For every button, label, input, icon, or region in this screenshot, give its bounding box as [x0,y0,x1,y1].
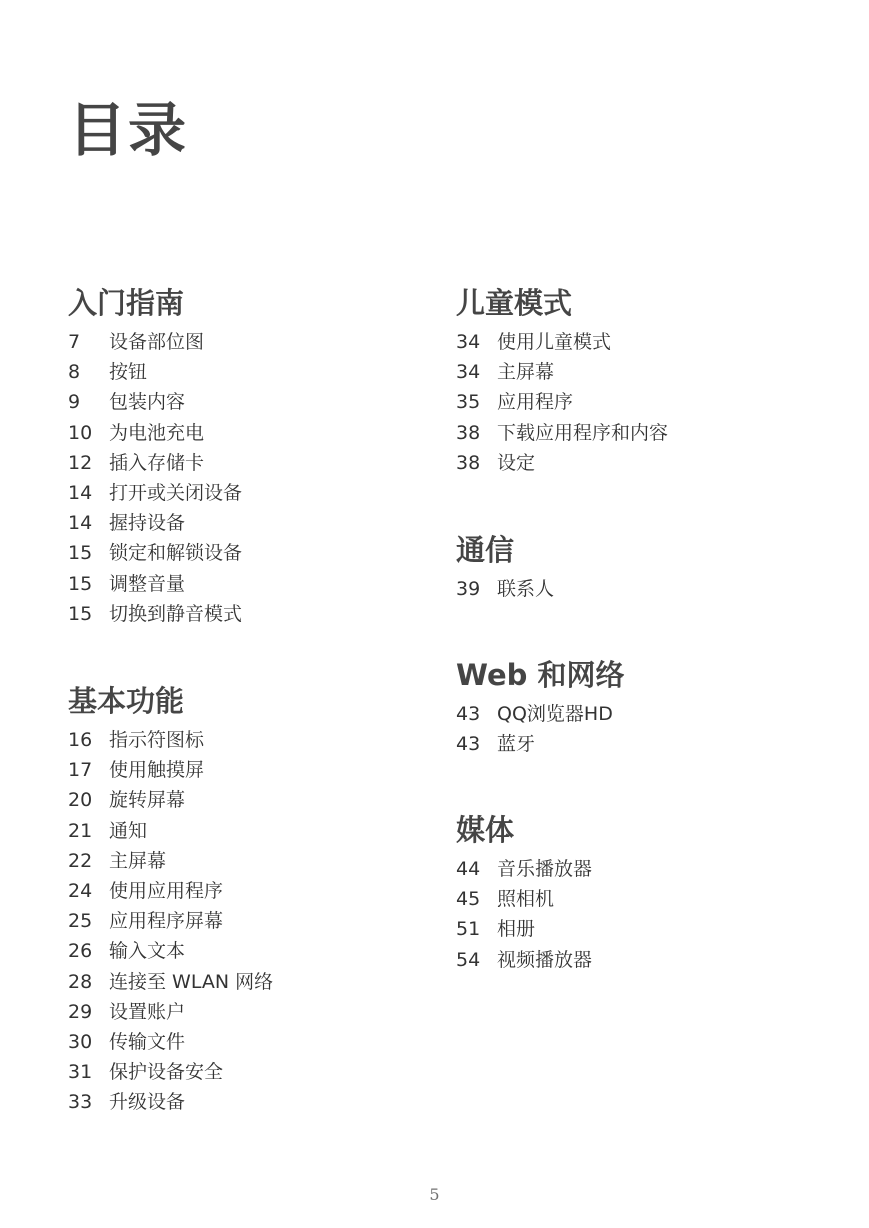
toc-entry-list [68,725,273,1117]
toc-section-media [456,808,592,975]
entry-page: 15 [68,572,93,595]
toc-entry[interactable] [456,854,592,884]
entry-page: 43 [456,733,481,756]
entry-title: 使用儿童模式 [497,331,612,353]
entry-title: 主屏幕 [497,361,555,384]
entry-page: 15 [68,602,93,625]
toc-entry[interactable] [456,448,668,478]
toc-section-kids-mode [456,281,668,478]
entry-title: 锁定和解锁设备 [109,542,243,565]
entry-title: 输入文本 [109,940,186,963]
entry-page: 30 [68,1030,93,1053]
entry-page: 38 [456,451,481,474]
toc-entry[interactable] [68,725,273,755]
entry-page: 33 [68,1091,93,1114]
toc-entry[interactable] [68,418,242,448]
entry-title: 旋转屏幕 [109,789,186,812]
entry-title: 相册 [497,918,536,941]
entry-title: 调整音量 [109,572,186,595]
entry-title: 联系人 [497,578,555,600]
entry-page: 24 [68,879,93,902]
toc-entry[interactable] [456,387,668,417]
toc-entry[interactable] [68,846,273,876]
toc-entry[interactable] [68,816,273,846]
toc-entry[interactable] [456,574,554,604]
toc-entry[interactable] [68,357,242,387]
toc-entry[interactable] [68,478,242,508]
entry-page: 9 [68,391,81,414]
entry-page: 34 [456,331,481,353]
section-title: 儿童模式 [456,286,573,320]
toc-entry[interactable] [456,945,592,975]
entry-page: 22 [68,849,93,872]
entry-page: 34 [456,361,481,384]
entry-page: 43 [456,703,481,725]
toc-entry-list [456,574,554,604]
entry-title: 插入存储卡 [109,451,205,474]
entry-page: 7 [68,331,81,353]
entry-title: 使用触摸屏 [109,759,205,782]
toc-entry[interactable] [68,1027,273,1057]
entry-title: 蓝牙 [497,733,536,756]
entry-page: 29 [68,1000,93,1023]
entry-title: 视频播放器 [497,948,593,971]
entry-title: 包装内容 [109,391,186,414]
entry-title: 打开或关闭设备 [109,481,243,504]
toc-entry-list [456,327,668,478]
section-title: 基本功能 [68,684,185,718]
entry-title: 主屏幕 [109,849,167,872]
page-number: 5 [429,1185,440,1204]
toc-entry[interactable] [456,914,592,944]
toc-section-getting-started [68,281,242,629]
entry-title: 传输文件 [109,1030,186,1053]
section-title: 通信 [456,533,515,567]
entry-page: 15 [68,542,93,565]
entry-page: 54 [456,948,481,971]
toc-entry[interactable] [68,785,273,815]
entry-title: 应用程序 [497,391,574,414]
entry-page: 45 [456,888,481,911]
toc-entry[interactable] [68,967,273,997]
entry-page: 44 [456,858,481,880]
entry-page: 16 [68,729,93,751]
entry-title: 按钮 [109,361,148,384]
toc-entry[interactable] [456,418,668,448]
section-title: 媒体 [456,813,515,847]
toc-entry[interactable] [68,755,273,785]
section-title: 入门指南 [68,286,185,320]
entry-title: 指示符图标 [109,729,205,751]
entry-title: 设备部位图 [109,331,205,353]
toc-entry[interactable] [68,569,242,599]
section-title: Web 和网络 [456,658,625,692]
entry-page: 25 [68,910,93,933]
entry-title: 连接至 WLAN 网络 [109,970,274,993]
toc-entry[interactable] [68,1057,273,1087]
toc-entry[interactable] [68,599,242,629]
entry-title: 保护设备安全 [109,1061,224,1084]
entry-page: 8 [68,361,81,384]
entry-page: 17 [68,759,93,782]
toc-entry[interactable] [456,357,668,387]
entry-page: 12 [68,451,93,474]
toc-entry-list [68,327,242,629]
entry-title: 音乐播放器 [497,858,593,880]
entry-title: 应用程序屏幕 [109,910,224,933]
toc-entry[interactable] [68,327,242,357]
toc-entry[interactable] [68,448,242,478]
entry-title: 设置账户 [109,1000,186,1023]
entry-page: 28 [68,970,93,993]
toc-entry[interactable] [68,936,273,966]
toc-entry[interactable] [68,538,242,568]
entry-title: 设定 [497,451,536,474]
entry-page: 21 [68,819,93,842]
entry-page: 31 [68,1061,93,1084]
entry-title: QQ浏览器HD [497,703,613,725]
toc-entry[interactable] [456,327,668,357]
toc-section-communication [456,528,554,604]
toc-entry[interactable] [68,387,242,417]
entry-title: 通知 [109,819,148,842]
toc-entry[interactable] [68,1087,273,1117]
toc-entry[interactable] [68,876,273,906]
entry-title: 握持设备 [109,512,186,535]
entry-title: 下载应用程序和内容 [497,421,669,444]
entry-page: 51 [456,918,481,941]
entry-page: 14 [68,512,93,535]
entry-title: 使用应用程序 [109,879,224,902]
toc-section-basic-functions [68,679,273,1117]
toc-entry[interactable] [456,884,592,914]
toc-entry[interactable] [68,508,242,538]
entry-page: 35 [456,391,481,414]
toc-section-web-network [456,653,624,759]
entry-title: 升级设备 [109,1091,186,1114]
toc-entry[interactable] [68,997,273,1027]
entry-title: 照相机 [497,888,555,911]
entry-page: 20 [68,789,93,812]
toc-entry-list [456,854,592,975]
entry-title: 为电池充电 [109,421,205,444]
entry-page: 39 [456,578,481,600]
page-title: 目录 [68,96,189,164]
toc-entry[interactable] [68,906,273,936]
entry-page: 14 [68,481,93,504]
toc-entry[interactable] [456,699,624,729]
entry-title: 切换到静音模式 [109,602,243,625]
toc-entry-list [456,699,624,759]
entry-page: 10 [68,421,93,444]
entry-page: 26 [68,940,93,963]
entry-page: 38 [456,421,481,444]
toc-entry[interactable] [456,729,624,759]
